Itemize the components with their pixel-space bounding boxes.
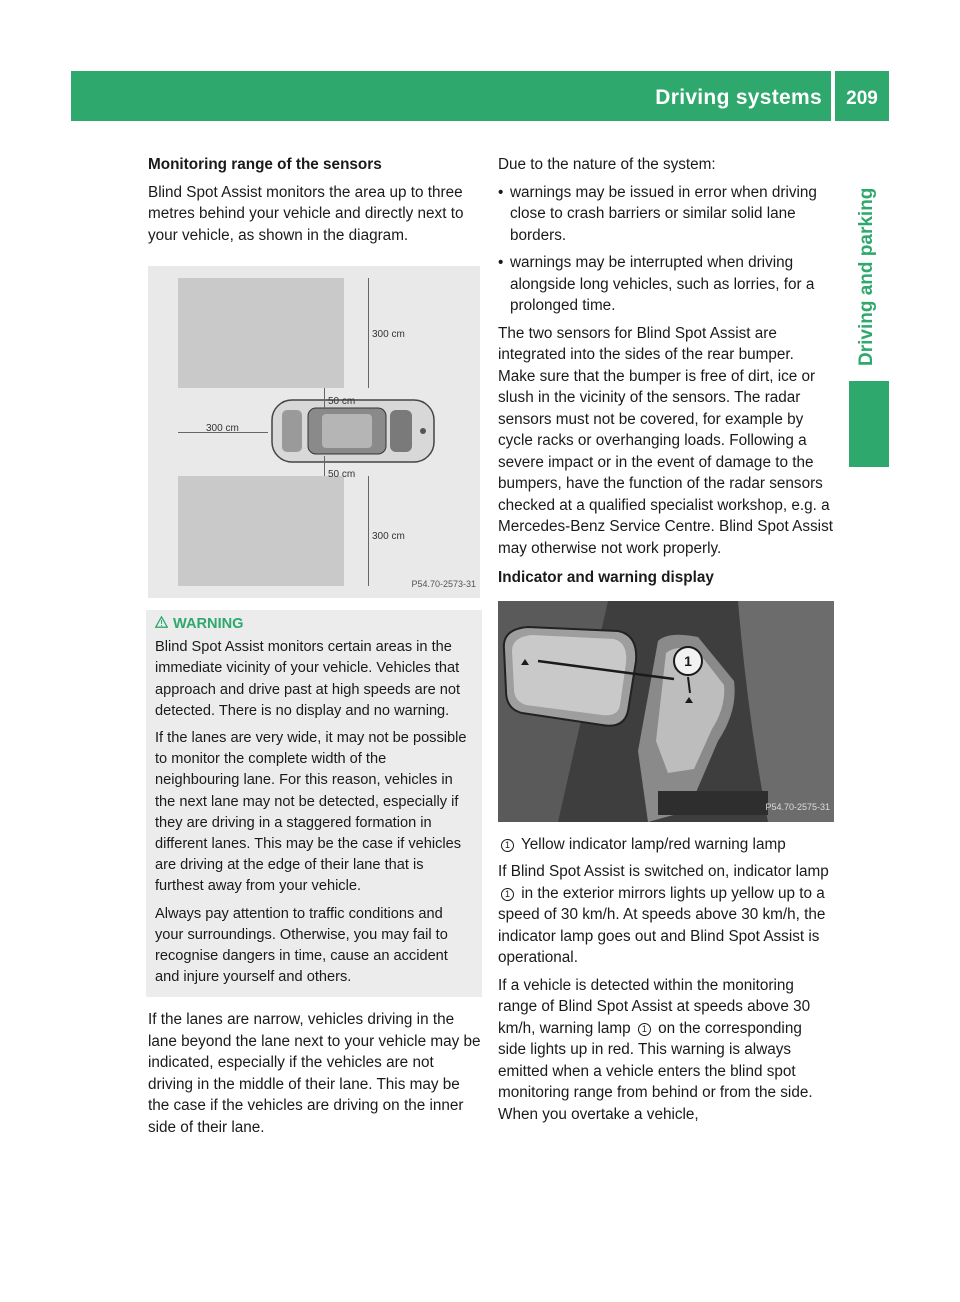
chapter-label: Driving and parking: [856, 187, 877, 366]
mirror-illustration: [498, 601, 834, 822]
bottom-gap-line: [324, 456, 325, 476]
label-top-gap: 50 cm: [328, 396, 356, 407]
text-fragment: on the corresponding side lights up in red. This warning is always emitted when a vehicle enters the blind spot monitoring range from behind or from the side. When you overtake a vehicle,: [498, 1019, 813, 1123]
warning-triangle-icon: [155, 614, 173, 635]
bullet-list: [498, 182, 834, 317]
outro-paragraph: If the lanes are narrow, vehicles driving in the lane beyond the lane next to your vehicle may be indicated, especially if the vehicles are not driving in the middle of their lane. This may be the case if the vehicles are driving on the inner side of their lane.: [148, 1011, 481, 1136]
warning-lamp-paragraph: [498, 975, 834, 1126]
section-heading: Monitoring range of the sensors: [148, 156, 382, 173]
rear-left-zone: [178, 278, 344, 388]
front-dimension-line: [368, 476, 369, 586]
warning-paragraph: Always pay attention to traffic conditions and your surroundings. Otherwise, you may fail to recognise dangers in time, cause an accident and injure yourself and others.: [155, 905, 448, 986]
callout-1-icon: 1: [638, 1023, 651, 1036]
warning-title: WARNING: [173, 616, 244, 632]
rear-dimension-line: [368, 278, 369, 388]
label-front: 300 cm: [372, 531, 405, 542]
text-fragment: If Blind Spot Assist is switched on, indicator lamp: [498, 863, 829, 880]
section-title: Driving systems: [655, 86, 822, 109]
left-column: [148, 154, 482, 1144]
list-item: • warnings may be interrupted when driving alongside long vehicles, such as lorries, for a prolonged time.: [498, 252, 834, 317]
warning-paragraph: If the lanes are very wide, it may not be possible to monitor the complete width of the neighbouring lane. For this reason, vehicles in the next lane may not be detected, especially if they are driving in a staggered formation in different lanes. This may be the case if vehicles are driving at the edge of their lane that is furthest away from your vehicle.: [155, 730, 467, 895]
page-number: 209: [846, 88, 878, 109]
text-fragment: If a vehicle is detected within the monitoring range of Blind Spot Assist at speeds above 30 km/h, warning lamp: [498, 976, 811, 1037]
system-nature-intro: Due to the nature of the system:: [498, 156, 716, 173]
legend-text: Yellow indicator lamp/red warning lamp: [520, 835, 786, 853]
callout-number: 1: [684, 652, 692, 669]
section-heading: Indicator and warning display: [498, 569, 714, 586]
mirror-photo: [498, 601, 834, 822]
intro-paragraph: Blind Spot Assist monitors the area up to three metres behind your vehicle and directly next to your vehicle, as shown in the diagram.: [148, 183, 464, 244]
top-gap-line: [324, 388, 325, 408]
list-item: • warnings may be issued in error when driving close to crash barriers or similar solid lane borders.: [498, 182, 834, 247]
indicator-paragraph: [498, 861, 834, 969]
figure-code: P54.70-2573-31: [411, 578, 476, 589]
warning-box: [146, 610, 482, 997]
warning-heading: [155, 614, 473, 635]
right-column: [498, 154, 834, 1131]
text-fragment: in the exterior mirrors lights up yellow up to a speed of 30 km/h. At speeds above 30 km/h, the indicator lamp goes out and Blind Spot Assist is operational.: [498, 884, 826, 966]
legend-item: [498, 834, 834, 856]
rear-right-zone: [178, 476, 344, 586]
callout-1-icon: 1: [501, 839, 514, 852]
chapter-marker: [849, 381, 889, 467]
label-bottom-gap: 50 cm: [328, 469, 356, 480]
sensors-paragraph: The two sensors for Blind Spot Assist are integrated into the sides of the rear bumper. Make sure that the bumper is free of dirt, ice or slush in the vicinity of the sensors. The radar sensors must not be covered, for example by cycle racks or overhanging loads. Following a severe impact or in the event of damage to the bumpers, have the function of the radar sensors checked at a qualified specialist workshop, e.g. a Mercedes-Benz Service Centre. Blind Spot Assist may otherwise not work properly.: [498, 324, 833, 557]
label-side: 300 cm: [206, 423, 239, 434]
sensor-range-diagram: [148, 266, 480, 598]
figure-code: P54.70-2575-31: [765, 802, 830, 812]
warning-paragraph: Blind Spot Assist monitors certain areas in the immediate vicinity of your vehicle. Vehicles that approach and drive past at high speeds are not detected. There is no display and no warning.: [155, 639, 461, 719]
label-rear: 300 cm: [372, 329, 405, 340]
callout-1-icon: 1: [501, 888, 514, 901]
